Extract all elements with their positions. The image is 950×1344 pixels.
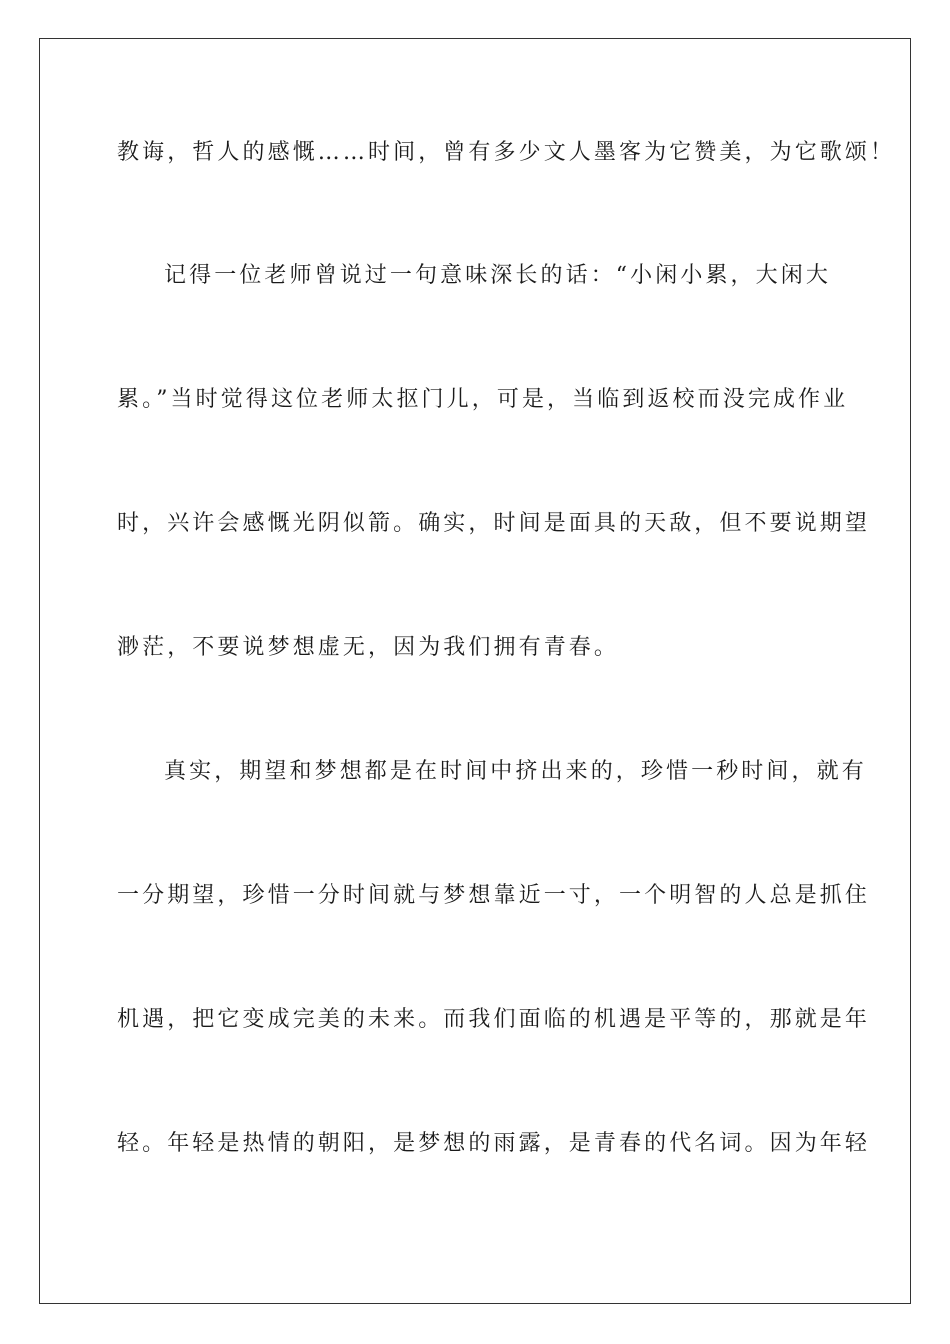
text-line-2: 记得一位老师曾说过一句意味深长的话：“小闲小累，大闲大 [164, 263, 831, 288]
text-line-5: 渺茫，不要说梦想虚无，因为我们拥有青春。 [117, 635, 620, 660]
text-line-9: 轻。年轻是热情的朝阳，是梦想的雨露，是青春的代名词。因为年轻 [117, 1131, 871, 1156]
text-line-7: 一分期望，珍惜一分时间就与梦想靠近一寸，一个明智的人总是抓住 [117, 883, 871, 908]
page-border [39, 38, 911, 1304]
text-line-6: 真实，期望和梦想都是在时间中挤出来的，珍惜一秒时间，就有 [164, 759, 867, 784]
text-line-4: 时，兴许会感慨光阴似箭。确实，时间是面具的天敌，但不要说期望 [117, 511, 871, 536]
text-line-8: 机遇，把它变成完美的未来。而我们面临的机遇是平等的，那就是年 [117, 1007, 871, 1032]
text-line-3: 累。”当时觉得这位老师太抠门儿，可是，当临到返校而没完成作业 [117, 387, 849, 412]
text-line-1: 教诲，哲人的感慨……时间，曾有多少文人墨客为它赞美，为它歌颂！ [117, 140, 896, 165]
